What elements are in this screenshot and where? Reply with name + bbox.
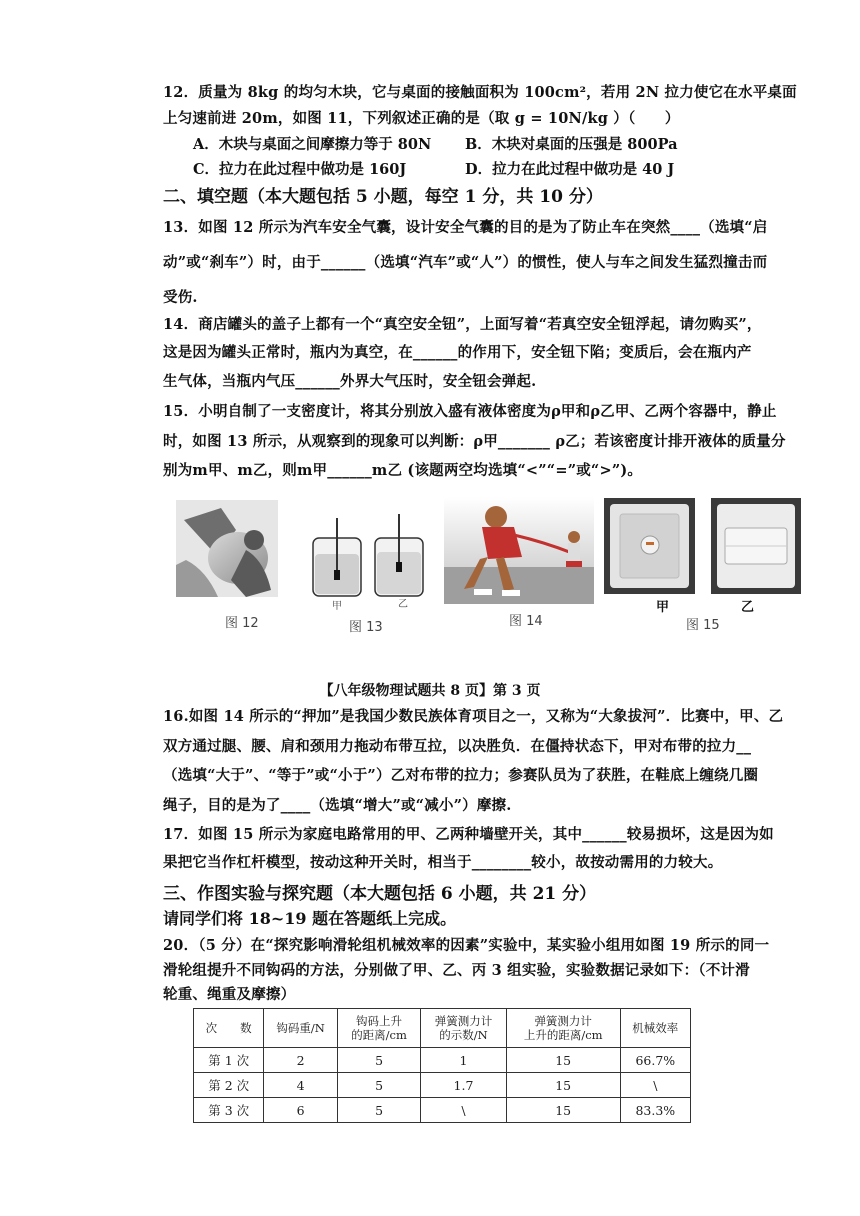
page-footer: 【八年级物理试题共 8 页】第 3 页 (319, 683, 541, 699)
q14-line-1: 14．商店罐头的盖子上都有一个“真空安全钮”，上面写着“若真空安全钮浮起，请勿购买”， (163, 316, 762, 333)
q16-line-2: 双方通过腿、腰、肩和颈用力拖动布带互拉，以决胜负．在僵持状态下，甲对布带的拉力__ (163, 738, 752, 755)
table-cell: 5 (337, 1048, 420, 1073)
table-cell: 2 (264, 1048, 338, 1073)
figure-14-yajia-photo (444, 497, 594, 604)
q16-line-4: 绳子，目的是为了____（选填“增大”或“减小”）摩擦. (163, 797, 512, 814)
q12-line-2: 上匀速前进 20m，如图 11，下列叙述正确的是（取 g = 10N/kg ）（ ） (163, 110, 680, 127)
q15-line-3: 别为m甲、m乙，则m甲______m乙 (该题两空均选填“<”“=”或“>”)。 (163, 462, 643, 479)
q13-line-3: 受伤. (163, 289, 198, 306)
q16-line-3: （选填“大于”、“等于”或“小于”）乙对布带的拉力；参赛队员为了获胜，在鞋底上缠绕几圈 (163, 767, 759, 784)
table-cell: 5 (337, 1098, 420, 1123)
q17-line-1: 17．如图 15 所示为家庭电路常用的甲、乙两种墙壁开关，其中______较易损坏，这是因为如 (163, 826, 774, 843)
section-3-note: 请同学们将 18~19 题在答题纸上完成。 (163, 909, 457, 928)
table-cell: 15 (506, 1073, 620, 1098)
table-header-cell: 钩码重/N (264, 1009, 338, 1048)
figure-13-beakers (303, 514, 429, 612)
table-cell: 第 3 次 (194, 1098, 264, 1123)
figure-15-label-jia: 甲 (656, 600, 670, 615)
table-header-row (194, 1009, 691, 1048)
table-cell: 15 (506, 1098, 620, 1123)
q20-line-1: 20．（5 分）在“探究影响滑轮组机械效率的因素”实验中，某实验小组用如图 19 所示的同一 (163, 937, 770, 954)
q12-option-d: D．拉力在此过程中做功是 40 J (465, 161, 675, 178)
figure-13-label-yi: 乙 (398, 599, 408, 610)
q13-line-1: 13．如图 12 所示为汽车安全气囊，设计安全气囊的目的是为了防止车在突然____（选填“启 (163, 219, 768, 236)
figure-12-caption: 图 12 (225, 616, 259, 631)
figure-15-caption: 图 15 (686, 618, 720, 633)
table-cell: \ (620, 1073, 690, 1098)
q20-line-3: 轮重、绳重及摩擦） (163, 986, 296, 1003)
q16-line-1: 16.如图 14 所示的“押加”是我国少数民族体育项目之一，又称为“大象拔河”．比赛中，甲、乙 (163, 708, 784, 725)
figure-12-airbag-photo (176, 500, 278, 597)
figure-15-switch-yi (711, 498, 801, 594)
table-cell: 6 (264, 1098, 338, 1123)
table-header-cell: 钩码上升 的距离/cm (337, 1009, 420, 1048)
table-header-cell: 弹簧测力计 的示数/N (421, 1009, 507, 1048)
q14-line-3: 生气体，当瓶内气压______外界大气压时，安全钮会弹起. (163, 373, 537, 390)
figure-13-caption: 图 13 (349, 620, 383, 635)
table-cell: 第 2 次 (194, 1073, 264, 1098)
section-2-title: 二、填空题（本大题包括 5 小题，每空 1 分，共 10 分） (163, 187, 603, 207)
q12-option-c: C．拉力在此过程中做功是 160J (193, 161, 407, 178)
q12-option-b: B．木块对桌面的压强是 800Pa (465, 136, 678, 153)
table-cell: 83.3% (620, 1098, 690, 1123)
table-cell: 1 (421, 1048, 507, 1073)
q13-line-2: 动”或“刹车”）时，由于______（选填“汽车”或“人”）的惯性，使人与车之间发生猛烈撞击而 (163, 254, 768, 271)
table-row (194, 1098, 691, 1123)
q17-line-2: 果把它当作杠杆模型，按动这种开关时，相当于________较小，故按动需用的力较大。 (163, 854, 723, 871)
table-cell: 15 (506, 1048, 620, 1073)
table-header-cell: 弹簧测力计 上升的距离/cm (506, 1009, 620, 1048)
q15-line-1: 15．小明自制了一支密度计，将其分别放入盛有液体密度为ρ甲和ρ乙甲、乙两个容器中，静止 (163, 403, 777, 420)
q12-option-a: A．木块与桌面之间摩擦力等于 80N (193, 136, 432, 153)
figure-15-label-yi: 乙 (741, 600, 755, 615)
table-cell: 1.7 (421, 1073, 507, 1098)
q15-line-2: 时，如图 13 所示，从观察到的现象可以判断：ρ甲_______ ρ乙；若该密度计排开液体的质量分 (163, 433, 786, 450)
table-cell: 5 (337, 1073, 420, 1098)
table-cell: 4 (264, 1073, 338, 1098)
table-header-cell: 次 数 (194, 1009, 264, 1048)
table-cell: 第 1 次 (194, 1048, 264, 1073)
table-cell: \ (421, 1098, 507, 1123)
table-row (194, 1048, 691, 1073)
q20-line-2: 滑轮组提升不同钩码的方法，分别做了甲、乙、丙 3 组实验，实验数据记录如下：（不计滑 (163, 962, 750, 979)
table-cell: 66.7% (620, 1048, 690, 1073)
figure-15-switch-jia (604, 498, 695, 594)
table-row (194, 1073, 691, 1098)
figure-13-label-jia: 甲 (332, 601, 342, 612)
q12-line-1: 12．质量为 8kg 的均匀木块，它与桌面的接触面积为 100cm²，若用 2N 拉力使它在水平桌面 (163, 84, 797, 101)
experiment-data-table (193, 1008, 691, 1123)
table-header-cell: 机械效率 (620, 1009, 690, 1048)
section-3-title: 三、作图实验与探究题（本大题包括 6 小题，共 21 分） (163, 884, 597, 904)
figure-14-caption: 图 14 (509, 614, 543, 629)
q14-line-2: 这是因为罐头正常时，瓶内为真空，在______的作用下，安全钮下陷；变质后，会在瓶内产 (163, 344, 752, 361)
